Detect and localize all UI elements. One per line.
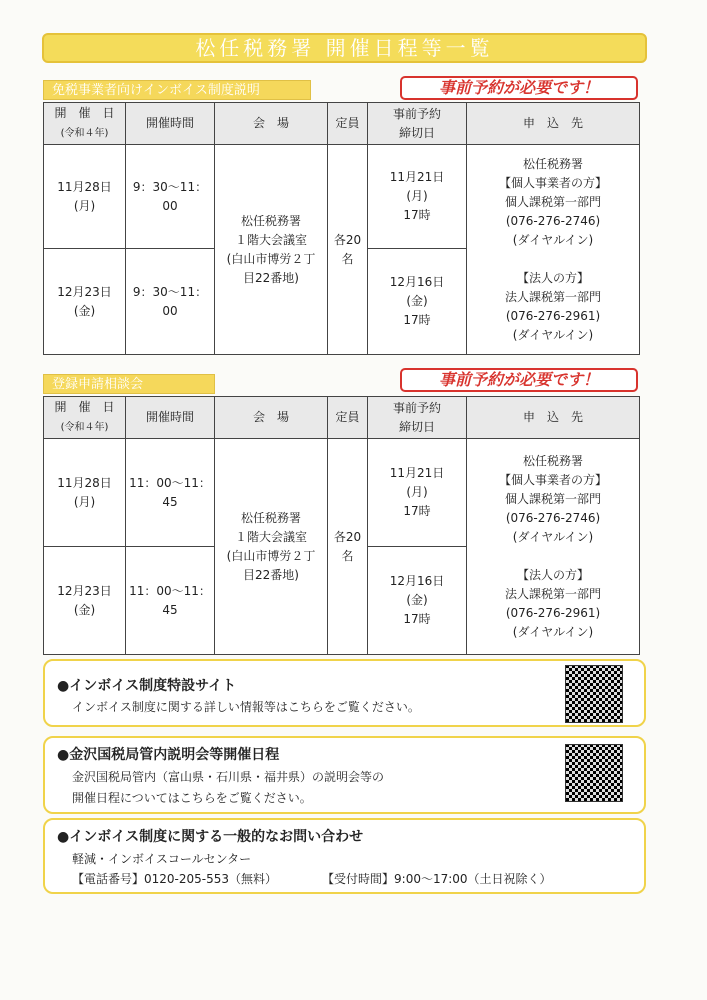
header-venue: 会 場 (215, 397, 328, 439)
briefing-schedule-title: ●金沢国税局管内説明会等開催日程 (57, 747, 280, 763)
header-contact: 申 込 先 (467, 103, 640, 145)
time-cell: 11：00～11：45 (126, 439, 215, 547)
venue-cell: 松任税務署 １階大会議室 (白山市博労２丁 目22番地) (215, 145, 328, 355)
deadline-cell: 11月21日 (月) 17時 (368, 145, 467, 249)
header-venue: 会 場 (215, 103, 328, 145)
table-row (44, 145, 640, 249)
hours-value: 9:00～17:00（土日祝除く） (394, 872, 552, 886)
capacity-cell: 各20名 (328, 145, 368, 355)
header-date: 開 催 日 (令和４年) (44, 397, 126, 439)
invoice-site-text: インボイス制度に関する詳しい情報等はこちらをご覧ください。 (72, 700, 420, 714)
capacity-cell: 各20名 (328, 439, 368, 655)
header-date: 開 催 日 (令和４年) (44, 103, 126, 145)
deadline-cell: 11月21日 (月) 17時 (368, 439, 467, 547)
date-cell: 12月23日 (金) (44, 249, 126, 355)
contact-cell: 松任税務署 【個人事業者の方】 個人課税第一部門 (076-276-2746) (ダイヤルイン) 【法人の方】 法人課税第一部門 (076-276-2961) (ダイヤルイン) (467, 145, 640, 355)
time-cell: 9：30～11：00 (126, 145, 215, 249)
hours-line (322, 870, 552, 887)
qr-code-icon[interactable] (565, 744, 623, 802)
briefing-schedule-text-2: 開催日程についてはこちらをご覧ください。 (72, 791, 312, 805)
header-capacity: 定員 (328, 103, 368, 145)
venue-cell: 松任税務署 １階大会議室 (白山市博労２丁 目22番地) (215, 439, 328, 655)
deadline-cell: 12月16日 (金) 17時 (368, 249, 467, 355)
header-capacity: 定員 (328, 397, 368, 439)
section1-label: 免税事業者向けインボイス制度説明 (43, 80, 311, 100)
header-time: 開催時間 (126, 103, 215, 145)
time-cell: 11：00～11：45 (126, 547, 215, 655)
section2-reservation-banner: 事前予約が必要です！ (400, 368, 638, 392)
header-deadline: 事前予約 締切日 (368, 103, 467, 145)
contact-cell: 松任税務署 【個人事業者の方】 個人課税第一部門 (076-276-2746) (ダイヤルイン) 【法人の方】 法人課税第一部門 (076-276-2961) (ダイヤルイン) (467, 439, 640, 655)
page-title: 松任税務署 開催日程等一覧 (42, 33, 647, 63)
table-row (44, 439, 640, 547)
phone-label: 【電話番号】 (72, 872, 145, 886)
section1-schedule-table (43, 102, 640, 355)
briefing-schedule-box[interactable] (43, 736, 646, 814)
section2-schedule-table (43, 396, 640, 655)
header-deadline: 事前予約 締切日 (368, 397, 467, 439)
date-cell: 12月23日 (金) (44, 547, 126, 655)
invoice-site-title: ●インボイス制度特設サイト (57, 678, 237, 694)
briefing-schedule-text-1: 金沢国税局管内（富山県・石川県・福井県）の説明会等の (72, 770, 385, 784)
header-contact: 申 込 先 (467, 397, 640, 439)
section2-label: 登録申請相談会 (43, 374, 215, 394)
header-time: 開催時間 (126, 397, 215, 439)
call-center-name: 軽減・インボイスコールセンター (72, 852, 252, 866)
date-cell: 11月28日 (月) (44, 145, 126, 249)
section1-reservation-banner: 事前予約が必要です！ (400, 76, 638, 100)
inquiry-box (43, 818, 646, 894)
deadline-cell: 12月16日 (金) 17時 (368, 547, 467, 655)
date-cell: 11月28日 (月) (44, 439, 126, 547)
hours-label: 【受付時間】 (322, 872, 395, 886)
invoice-site-box[interactable] (43, 659, 646, 727)
phone-line (72, 870, 277, 887)
time-cell: 9：30～11：00 (126, 249, 215, 355)
phone-number[interactable]: 0120-205-553（無料） (144, 872, 278, 886)
qr-code-icon[interactable] (565, 665, 623, 723)
inquiry-title: ●インボイス制度に関する一般的なお問い合わせ (57, 829, 364, 845)
